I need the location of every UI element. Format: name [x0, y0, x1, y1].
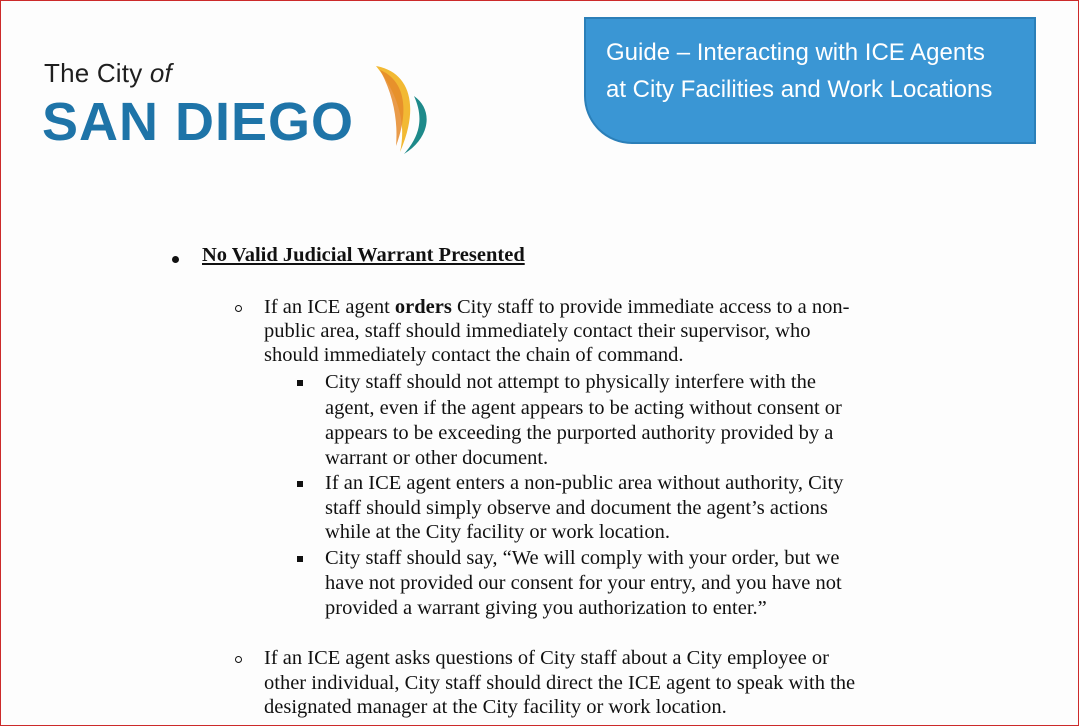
item2-line-1: If an ICE agent asks questions of City staff about a City employee or [264, 647, 829, 669]
sun-sail-icon [370, 56, 436, 156]
item1-line-1: If an ICE agent orders City staff to provide immediate access to a non- [264, 296, 850, 318]
subitem1-line-2: agent, even if the agent appears to be acting without consent or [325, 397, 842, 419]
item1-line-3: should immediately contact the chain of command. [264, 344, 684, 366]
item2-line-3: designated manager at the City facility or work location. [264, 696, 727, 718]
item2-line-2: other individual, City staff should direct the ICE agent to speak with the [264, 672, 856, 694]
item1-line-2: public area, staff should immediately contact their supervisor, who [264, 320, 811, 342]
banner-title-line-1: Guide – Interacting with ICE Agents [606, 39, 985, 66]
subitem3-line-3: provided a warrant giving you authorization to enter.” [325, 597, 767, 619]
item1-bullet [235, 305, 242, 312]
banner-title-line-2: at City Facilities and Work Locations [606, 76, 993, 103]
section-heading: No Valid Judicial Warrant Presented [202, 244, 525, 266]
logo-city-of: The City of [44, 58, 172, 88]
subitem3-bullet [297, 556, 303, 562]
heading-bullet [172, 256, 179, 263]
subitem1-line-4: warrant or other document. [325, 447, 549, 469]
subitem2-line-3: while at the City facility or work location. [325, 521, 670, 543]
subitem3-line-1: City staff should say, “We will comply with your order, but we [325, 547, 840, 569]
subitem1-line-1: City staff should not attempt to physically interfere with the [325, 371, 816, 393]
subitem3-line-2: have not provided our consent for your entry, and you have not [325, 572, 842, 594]
subitem2-bullet [297, 481, 303, 487]
subitem1-bullet [297, 380, 303, 386]
subitem2-line-2: staff should simply observe and document the agent’s actions [325, 497, 828, 519]
subitem2-line-1: If an ICE agent enters a non-public area without authority, City [325, 472, 844, 494]
item2-bullet [235, 656, 242, 663]
logo-san-diego: SAN DIEGO [42, 92, 355, 152]
subitem1-line-3: appears to be exceeding the purported authority provided by a [325, 422, 834, 444]
city-logo [42, 50, 442, 170]
guide-title-banner [584, 17, 1036, 144]
